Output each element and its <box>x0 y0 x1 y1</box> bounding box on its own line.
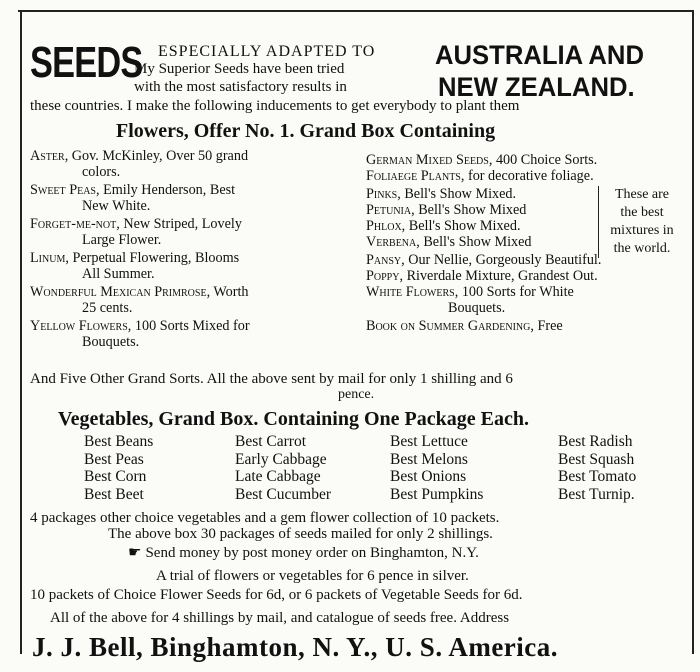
flower-item-cont: colors. <box>82 164 121 180</box>
australia-headline: AUSTRALIA AND <box>435 40 644 70</box>
vegetable-item: Best Peas <box>84 450 144 468</box>
mixtures-bracket-group <box>366 186 686 256</box>
flower-item: Aster, Gov. McKinley, Over 50 grand <box>30 148 249 164</box>
box-price-text: The above box 30 packages of seeds mailed for only 2 shillings. <box>108 526 493 542</box>
flower-item-cont: Large Flower. <box>82 232 162 248</box>
vegetable-item: Best Carrot <box>235 433 307 450</box>
vegetable-column-4 <box>558 433 636 503</box>
all-above-offer-text: All of the above for 4 shillings by mail, and catalogue of seeds free. Address <box>50 610 510 626</box>
pointing-hand-icon: ☛ <box>128 545 142 561</box>
best-mixtures-note: These are the best mixtures in the world. <box>598 186 685 258</box>
seeds-headline: SEEDS <box>30 38 143 87</box>
flower-item-cont: Bouquets. <box>82 334 140 350</box>
five-other-sorts-text: And Five Other Grand Sorts. All the above sent by mail for only 1 shilling and 6 <box>30 371 513 387</box>
superior-seeds-text: My Superior Seeds have been tried <box>134 61 345 77</box>
flower-item-cont: 25 cents. <box>82 300 133 316</box>
vegetable-item: Best Turnip. <box>558 485 635 503</box>
flower-item: Poppy, Riverdale Mixture, Grandest Out. <box>366 268 598 284</box>
intro-text: these countries. I make the following inducements to get everybody to plant them <box>30 98 520 114</box>
flower-item: Petunia, Bell's Show Mixed <box>366 202 527 218</box>
flower-item: German Mixed Seeds, 400 Choice Sorts. <box>366 152 598 168</box>
flowers-right-column <box>366 152 686 334</box>
flower-item: Pansy, Our Nellie, Gorgeously Beautiful. <box>366 252 602 268</box>
left-border-rule <box>20 12 22 654</box>
money-order-text: Send money by post money order on Binghamton, N.Y. <box>145 545 479 561</box>
vegetable-column-2 <box>235 433 331 503</box>
packets-offer-text: 10 packets of Choice Flower Seeds for 6d, or 6 packets of Vegetable Seeds for 6d. <box>30 587 523 603</box>
right-border-rule <box>692 12 694 654</box>
flower-item: Sweet Peas, Emily Henderson, Best <box>30 182 236 198</box>
flower-item: Book on Summer Gardening, Free <box>366 318 563 334</box>
flower-item-cont: All Summer. <box>82 266 155 282</box>
vegetable-item: Early Cabbage <box>235 450 327 468</box>
vegetable-item: Best Tomato <box>558 468 637 485</box>
flower-item: Forget-me-not, New Striped, Lovely <box>30 216 242 232</box>
vegetable-item: Best Onions <box>390 468 467 485</box>
vegetable-item: Best Cucumber <box>235 485 331 503</box>
vegetable-item: Best Pumpkins <box>390 485 484 503</box>
advertiser-address: J. J. Bell, Binghamton, N. Y., U. S. America. <box>32 632 559 662</box>
vegetables-offer-title: Vegetables, Grand Box. Containing One Package Each. <box>58 408 529 430</box>
flower-item: Pinks, Bell's Show Mixed. <box>366 186 517 202</box>
vegetable-item: Best Melons <box>390 450 468 468</box>
new-zealand-headline: NEW ZEALAND. <box>438 72 635 102</box>
top-border-rule <box>18 10 694 12</box>
flowers-left-column <box>30 148 350 350</box>
vegetable-item: Best Radish <box>558 433 633 450</box>
flower-item: Linum, Perpetual Flowering, Blooms <box>30 250 240 266</box>
satisfactory-results-text: with the most satisfactory results in <box>134 79 347 95</box>
other-vegetables-text: 4 packages other choice vegetables and a gem flower collection of 10 packets. <box>30 510 500 526</box>
flower-item: Phlox, Bell's Show Mixed. <box>366 218 521 234</box>
vegetable-item: Best Corn <box>84 468 147 485</box>
vegetable-column-1 <box>84 433 153 503</box>
trial-offer-text: A trial of flowers or vegetables for 6 pence in silver. <box>156 568 469 584</box>
flower-item: Foliaege Plants, for decorative foliage. <box>366 168 594 184</box>
flower-item: White Flowers, 100 Sorts for White <box>366 284 574 300</box>
flower-item: Yellow Flowers, 100 Sorts Mixed for <box>30 318 250 334</box>
money-order-line <box>128 543 479 562</box>
vegetable-item: Best Lettuce <box>390 433 468 450</box>
vegetable-item: Best Squash <box>558 450 635 468</box>
especially-adapted-text: ESPECIALLY ADAPTED TO <box>158 43 376 60</box>
flower-item: Wonderful Mexican Primrose, Worth <box>30 284 249 300</box>
flowers-offer-title: Flowers, Offer No. 1. Grand Box Containing <box>116 120 496 142</box>
vegetable-item: Best Beans <box>84 433 154 450</box>
vegetable-column-3 <box>390 433 483 503</box>
flower-item-cont: New White. <box>82 198 151 214</box>
vegetable-item: Best Beet <box>84 485 144 503</box>
flower-item-cont: Bouquets. <box>448 300 506 316</box>
vegetable-item: Late Cabbage <box>235 468 321 485</box>
flower-item: Verbena, Bell's Show Mixed <box>366 234 532 250</box>
pence-text: pence. <box>338 387 375 402</box>
